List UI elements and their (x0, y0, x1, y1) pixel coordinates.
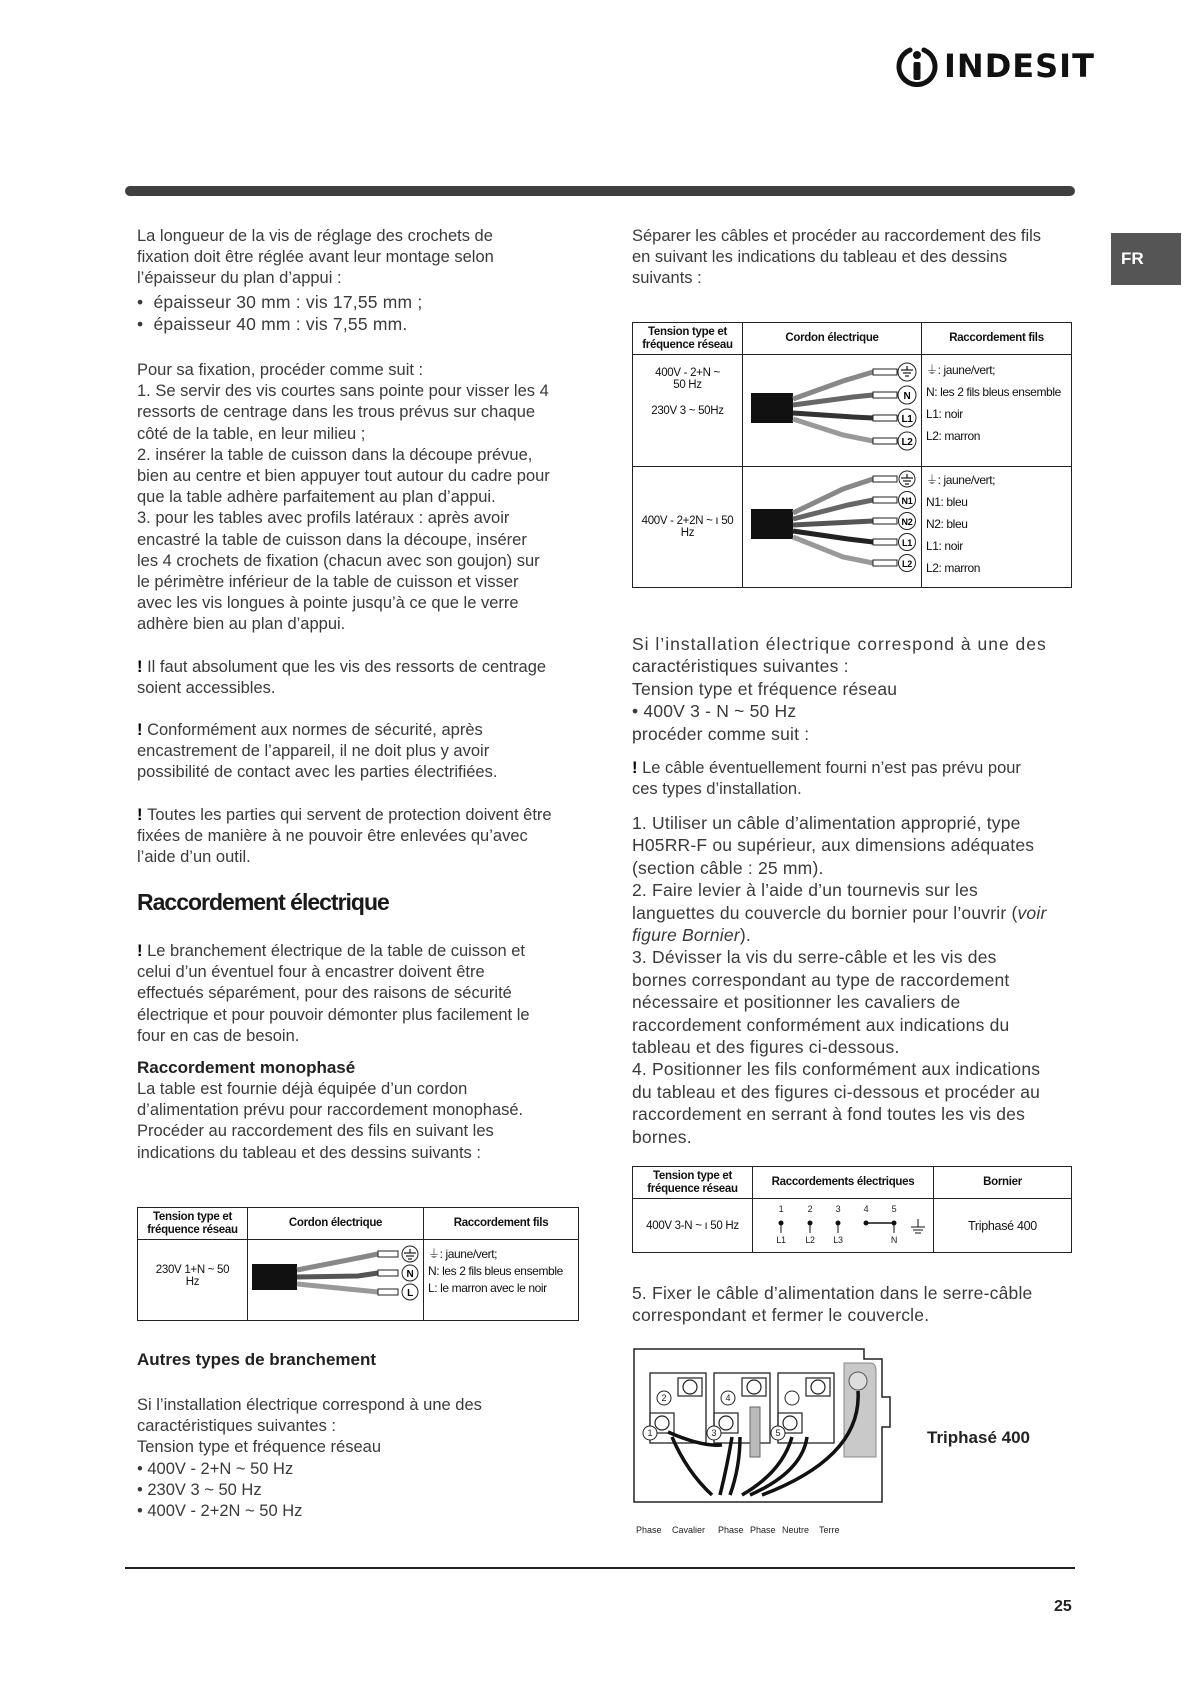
section-heading: Raccordement électrique (137, 889, 389, 915)
terminal-label: N1 (901, 496, 913, 506)
steps-paragraph: 1. Utiliser un câble d’alimentation approprié, type H05RR-F ou supérieur, aux dimensions adéquates (section câble : 25 mm). 2. Faire levier à l’aide d’un tournevis sur les languettes du couvercle du bornier pour l’ouvrir (voir figure Bornier). 3. Dévisser la vis du serre-câble et les vis des bornes correspondant au type de raccordement nécessaire et positionner les cavaliers de raccordement conformément aux indications du tableau et des figures ci-dessous. 4. Positionner les fils conformément aux indications du tableau et des figures ci-dessous et procéder au raccordement en serrant à fond toutes les vis des bornes. (632, 813, 1047, 1147)
svg-text:1: 1 (778, 1204, 784, 1214)
brand-logo (896, 45, 1095, 87)
bornier-figure (632, 1347, 902, 1542)
terminal-label: L1 (901, 414, 913, 425)
svg-text:2: 2 (661, 1393, 667, 1403)
svg-text:2: 2 (807, 1204, 813, 1214)
mono-paragraph: La table est fournie déjà équipée d’un cordon d’alimentation prévu pour raccordement monophasé. Procéder au raccordement des fils en suivant les indications du tableau et des dessins suivants : (137, 1080, 524, 1162)
tension-cell: 400V - 2+N ~ 50 Hz 230V 3 ~ 50Hz (633, 355, 743, 467)
text-line: fixation doit être réglée avant leur montage selon (137, 248, 494, 267)
text-line: 3. pour les tables avec profils latéraux : après avoir (137, 509, 510, 528)
terminal-label: N (406, 1269, 414, 1280)
cable-drawing (248, 1240, 423, 1317)
connection-diagram-cell (753, 1199, 934, 1253)
warning-3: ! Toutes les parties qui servent de protection doivent être fixées de manière à ne pouvoir être enlevées qu’avec l’aide d’un outil. (137, 806, 552, 867)
step5-paragraph: 5. Fixer le câble d’alimentation dans le serre-câble correspondant et fermer le couvercle. (632, 1283, 1033, 1326)
terminal-label: L2 (901, 437, 913, 448)
bullet-item: épaisseur 30 mm : vis 17,55 mm ; (153, 291, 423, 312)
mono-title: Raccordement monophasé (137, 1058, 356, 1077)
cable-drawing (743, 467, 921, 584)
bornier-cell: Triphasé 400 (934, 1199, 1072, 1253)
text-line: que la table adhère parfaitement au plan d’appui. (137, 488, 496, 507)
text-line: le périmètre inférieur de la table de cuisson et visser (137, 573, 519, 592)
cable-drawing (743, 355, 921, 463)
tension-cell: 400V - 2+2N ~ ı 50 Hz (633, 467, 743, 588)
terminal-label: L (407, 1288, 413, 1299)
brand-name: INDESIT (944, 47, 1095, 85)
svg-text:Phase: Phase (718, 1525, 744, 1535)
svg-text:3: 3 (835, 1204, 841, 1214)
svg-text:1: 1 (647, 1428, 653, 1438)
right-warning: ! Le câble éventuellement fourni n’est pas prévu pour ces types d’installation. (632, 759, 1021, 799)
wire-list-cell: ⏚: jaune/vert; N: les 2 fils bleus ensemble L1: noir L2: marron (922, 355, 1072, 467)
page-number: 25 (1054, 1598, 1072, 1615)
table-header: Tension type et fréquence réseau (633, 323, 743, 355)
svg-text:4: 4 (725, 1393, 731, 1403)
svg-text:Terre: Terre (819, 1525, 840, 1535)
bullet-item: épaisseur 40 mm : vis 7,55 mm. (153, 314, 408, 335)
ground-icon (911, 1219, 925, 1233)
terminal-label: N (903, 391, 911, 402)
table-header: Tension type et fréquence réseau (138, 1208, 248, 1240)
ground-icon: ⏚ (926, 363, 938, 377)
fixation-paragraph (137, 360, 582, 636)
svg-text:Cavalier: Cavalier (672, 1525, 706, 1535)
text-line: côté de la table, en leur milieu ; (137, 424, 366, 443)
table-header: Raccordement fils (922, 323, 1072, 355)
terminal-label: L1 (902, 538, 912, 548)
table-header: Bornier (934, 1167, 1072, 1199)
svg-text:3: 3 (711, 1428, 717, 1438)
table-header: Cordon électrique (248, 1208, 424, 1240)
right-intro: Séparer les câbles et procéder au raccordement des fils en suivant les indications du tableau et des dessins suivants : (632, 227, 1042, 288)
warning-2: ! Conformément aux normes de sécurité, après encastrement de l’appareil, il ne doit plus y avoir possibilité de contact avec les parties électrifiées. (137, 721, 498, 782)
text-line: les 4 crochets de fixation (chacun avec son goujon) sur (137, 551, 540, 570)
table-header: Tension type et fréquence réseau (633, 1167, 753, 1199)
ground-icon: ⏚ (926, 473, 938, 487)
wire-list-cell: ⏚: jaune/vert; N1: bleu N2: bleu L1: noir L2: marron (922, 467, 1072, 588)
tension-cell: 230V 1+N ~ 50 Hz (138, 1240, 248, 1321)
table-header: Raccordements électriques (753, 1167, 934, 1199)
text-line: encastré la table de cuisson dans la découpe, insérer (137, 530, 527, 549)
svg-text:Neutre: Neutre (782, 1525, 810, 1535)
table-header: Raccordement fils (424, 1208, 579, 1240)
text-line: l’épaisseur du plan d’appui : (137, 269, 342, 288)
warning-4: ! Le branchement électrique de la table de cuisson et celui d’un éventuel four à encastrer doivent être effectués séparément, pour des raisons de sécurité électrique et pour pouvoir démonter plus facilement le four en cas de besoin. (137, 942, 530, 1045)
intro-paragraph: La longueur de la vis de réglage des crochets de fixation doit être réglée avant leur montage selon l’épaisseur du plan d’appui : • épaisseur 30 mm : vis 17,55 mm ; • épaisseur 40 mm : vis 7,55 mm. (137, 226, 582, 335)
language-tab: FR (1111, 233, 1181, 285)
cable-drawing-cell (743, 355, 922, 467)
text-line: avec les vis longues à pointe jusqu’à ce que le verre (137, 594, 519, 613)
ground-icon: ⏚ (428, 1247, 440, 1261)
mono-connection-table (137, 1207, 579, 1321)
svg-text:L3: L3 (833, 1235, 843, 1245)
text-line: ressorts de centrage dans les trous prévus sur chaque (137, 403, 536, 422)
text-line: Pour sa fixation, procéder comme suit : (137, 361, 424, 379)
figure-title: Triphasé 400 (927, 1428, 1031, 1447)
svg-text:5: 5 (775, 1428, 781, 1438)
wire-list-cell: ⏚: jaune/vert; N: les 2 fils bleus ensemble L: le marron avec le noir (424, 1240, 579, 1321)
text-line: adhère bien au plan d’appui. (137, 615, 346, 634)
svg-text:L1: L1 (776, 1235, 786, 1245)
terminal-label: N2 (901, 517, 913, 527)
table-header: Cordon électrique (743, 323, 922, 355)
cable-drawing-cell (743, 467, 922, 588)
warning-1: ! Il faut absolument que les vis des ressorts de centrage soient accessibles. (137, 658, 547, 698)
tension-cell: 400V 3-N ~ ı 50 Hz (633, 1199, 753, 1253)
text-line: 1. Se servir des vis courtes sans pointe pour visser les 4 (137, 382, 549, 401)
bornier-diagram (753, 1199, 933, 1249)
text-line: bien au centre et bien appuyer tout autour du cadre pour (137, 467, 550, 486)
svg-text:N: N (890, 1235, 898, 1245)
svg-text:L2: L2 (805, 1235, 815, 1245)
bornier-figure-drawing (632, 1347, 902, 1542)
cable-drawing-cell (248, 1240, 424, 1321)
footer-divider (125, 1567, 1075, 1569)
terminal-label: L2 (902, 559, 912, 569)
svg-text:Phase: Phase (636, 1525, 662, 1535)
header-divider (125, 186, 1075, 196)
multi-connection-table (632, 322, 1072, 588)
indesit-logo-icon (896, 45, 938, 87)
bornier-table (632, 1166, 1072, 1253)
si-paragraph: Si l’installation électrique correspond à une des caractéristiques suivantes : Tension type et fréquence réseau • 400V 3 - N ~ 50 Hz procéder comme suit : (632, 634, 1047, 744)
svg-text:5: 5 (891, 1204, 897, 1214)
autres-paragraph: Si l’installation électrique correspond à une des caractéristiques suivantes : Tension type et fréquence réseau • 400V - 2+N ~ 50 Hz • 230V 3 ~ 50 Hz • 400V - 2+2N ~ 50 Hz (137, 1396, 482, 1521)
text-line: 2. insérer la table de cuisson dans la découpe prévue, (137, 445, 533, 464)
svg-text:4: 4 (863, 1204, 869, 1214)
autres-title: Autres types de branchement (137, 1350, 377, 1369)
text-line: La longueur de la vis de réglage des crochets de (137, 227, 493, 245)
svg-text:Phase: Phase (750, 1525, 776, 1535)
